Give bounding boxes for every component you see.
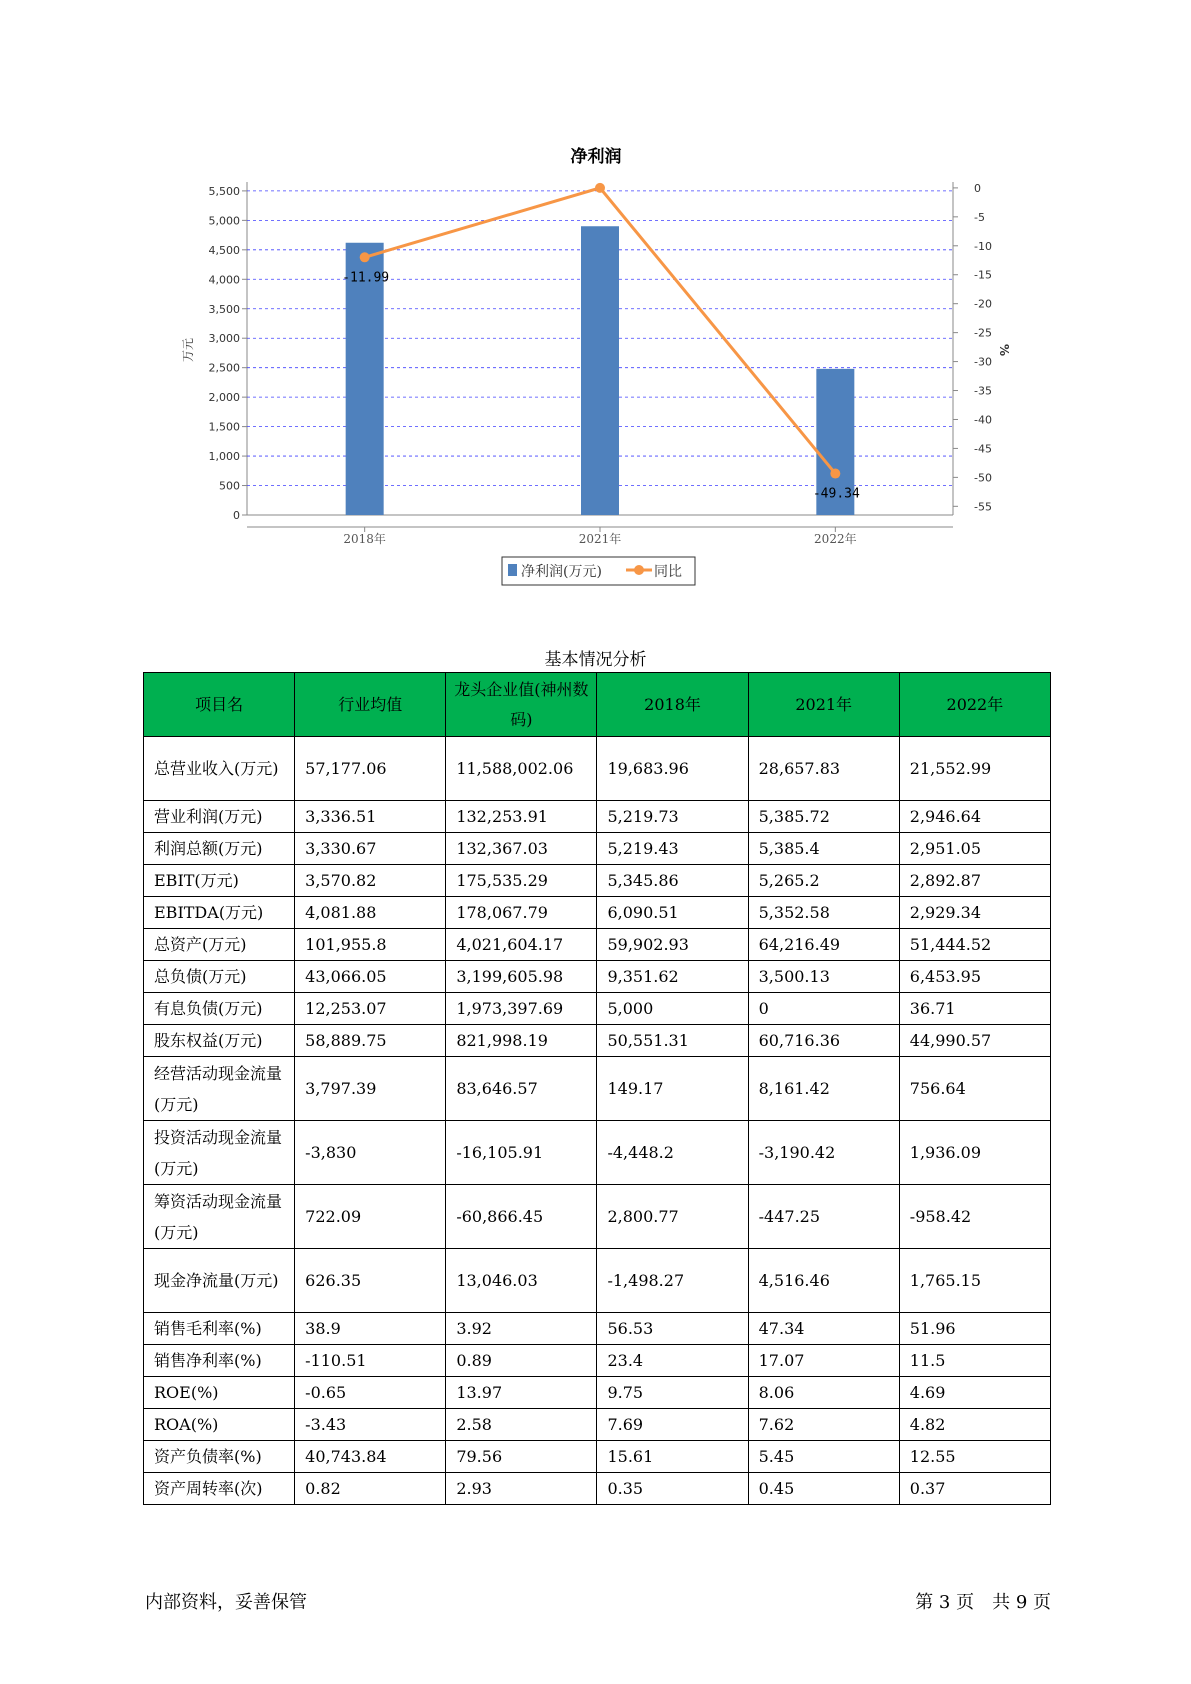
- table-cell: 5.45: [748, 1441, 899, 1473]
- y2-tick-label: -15: [974, 268, 992, 282]
- table-cell: 59,902.93: [597, 929, 748, 961]
- table-cell: 5,385.72: [748, 801, 899, 833]
- table-cell: 0.45: [748, 1473, 899, 1505]
- table-cell: 5,352.58: [748, 897, 899, 929]
- table-cell: 38.9: [295, 1313, 446, 1345]
- x-axis-ticks: [343, 527, 856, 546]
- y-tick-label: 2,000: [208, 391, 240, 405]
- header-item-name: 项目名: [144, 673, 295, 737]
- table-cell: 5,219.43: [597, 833, 748, 865]
- table-cell: 756.64: [899, 1057, 1050, 1121]
- table-cell: 1,765.15: [899, 1249, 1050, 1313]
- yoy-point: [360, 252, 370, 262]
- table-cell: 3,500.13: [748, 961, 899, 993]
- y2-tick-label: -5: [974, 210, 985, 224]
- row-label: 营业利润(万元): [144, 801, 295, 833]
- table-cell: 3.92: [446, 1313, 597, 1345]
- row-label: 经营活动现金流量(万元): [144, 1057, 295, 1121]
- row-label: EBIT(万元): [144, 865, 295, 897]
- table-row: [144, 1249, 1051, 1313]
- table-cell: 821,998.19: [446, 1025, 597, 1057]
- y2-tick-label: -50: [974, 471, 992, 485]
- x-tick-label: 2022年: [814, 532, 857, 546]
- table-cell: 40,743.84: [295, 1441, 446, 1473]
- y-tick-label: 1,000: [208, 450, 240, 464]
- table-cell: 4.69: [899, 1377, 1050, 1409]
- row-label: 投资活动现金流量(万元): [144, 1121, 295, 1185]
- table-cell: -3,830: [295, 1121, 446, 1185]
- legend-line-marker: [634, 565, 644, 575]
- y-tick-label: 5,500: [208, 184, 240, 198]
- table-cell: 2,800.77: [597, 1185, 748, 1249]
- table-cell: 44,990.57: [899, 1025, 1050, 1057]
- row-label: 现金净流量(万元): [144, 1249, 295, 1313]
- x-tick-label: 2018年: [343, 532, 386, 546]
- table-row: [144, 1185, 1051, 1249]
- chart-legend: [502, 557, 695, 585]
- table-row: [144, 961, 1051, 993]
- row-label: 销售净利率(%): [144, 1345, 295, 1377]
- header-2018: 2018年: [597, 673, 748, 737]
- row-label: 筹资活动现金流量(万元): [144, 1185, 295, 1249]
- row-label: ROA(%): [144, 1409, 295, 1441]
- table-cell: 0.89: [446, 1345, 597, 1377]
- table-cell: 4,081.88: [295, 897, 446, 929]
- row-label: 资产负债率(%): [144, 1441, 295, 1473]
- y2-tick-label: -25: [974, 326, 992, 340]
- table-body: [144, 737, 1051, 1505]
- y2-axis-label: %: [997, 343, 1011, 357]
- legend-line-label: 同比: [654, 564, 682, 580]
- table-cell: 13.97: [446, 1377, 597, 1409]
- net-profit-chart: [0, 0, 1191, 620]
- right-axis-ticks: [953, 182, 992, 513]
- table-cell: 3,330.67: [295, 833, 446, 865]
- table-cell: -3.43: [295, 1409, 446, 1441]
- table-row: [144, 1409, 1051, 1441]
- table-cell: 3,336.51: [295, 801, 446, 833]
- table-row: [144, 1377, 1051, 1409]
- footer-page-number: 第 3 页 共 9 页: [915, 1592, 1051, 1613]
- table-cell: 56.53: [597, 1313, 748, 1345]
- table-row: [144, 865, 1051, 897]
- table-cell: 8,161.42: [748, 1057, 899, 1121]
- table-cell: -110.51: [295, 1345, 446, 1377]
- table-cell: 0: [748, 993, 899, 1025]
- table-cell: 2,951.05: [899, 833, 1050, 865]
- table-cell: -1,498.27: [597, 1249, 748, 1313]
- table-row: [144, 1057, 1051, 1121]
- table-cell: 3,199,605.98: [446, 961, 597, 993]
- y-axis-label: 万元: [181, 337, 195, 363]
- table-caption: 基本情况分析: [544, 650, 647, 670]
- row-label: 有息负债(万元): [144, 993, 295, 1025]
- table-cell: 2,892.87: [899, 865, 1050, 897]
- table-cell: 6,453.95: [899, 961, 1050, 993]
- table-cell: 36.71: [899, 993, 1050, 1025]
- x-tick-label: 2021年: [578, 532, 622, 546]
- table-cell: 51.96: [899, 1313, 1050, 1345]
- chart-title: 净利润: [570, 147, 622, 167]
- table-cell: 2,929.34: [899, 897, 1050, 929]
- row-label: 总营业收入(万元): [144, 737, 295, 801]
- y-tick-label: 500: [219, 479, 240, 493]
- table-cell: 626.35: [295, 1249, 446, 1313]
- table-cell: 178,067.79: [446, 897, 597, 929]
- y-tick-label: 3,500: [208, 302, 240, 316]
- table-cell: 722.09: [295, 1185, 446, 1249]
- header-2021: 2021年: [748, 673, 899, 737]
- table-cell: 60,716.36: [748, 1025, 899, 1057]
- table-cell: 51,444.52: [899, 929, 1050, 961]
- table-cell: 47.34: [748, 1313, 899, 1345]
- table-cell: 3,797.39: [295, 1057, 446, 1121]
- table-cell: 8.06: [748, 1377, 899, 1409]
- y2-tick-label: -35: [974, 384, 992, 398]
- header-industry-avg: 行业均值: [295, 673, 446, 737]
- y2-tick-label: 0: [974, 181, 981, 195]
- legend-bar-swatch: [508, 564, 517, 576]
- y-tick-label: 3,000: [208, 332, 240, 346]
- table-row: [144, 929, 1051, 961]
- table-cell: 28,657.83: [748, 737, 899, 801]
- table-cell: 1,973,397.69: [446, 993, 597, 1025]
- table-cell: -0.65: [295, 1377, 446, 1409]
- table-cell: 4.82: [899, 1409, 1050, 1441]
- table-cell: 132,367.03: [446, 833, 597, 865]
- yoy-data-label: -11.99: [342, 270, 390, 286]
- table-cell: 149.17: [597, 1057, 748, 1121]
- table-cell: 5,345.86: [597, 865, 748, 897]
- table-cell: 2,946.64: [899, 801, 1050, 833]
- table-cell: 83,646.57: [446, 1057, 597, 1121]
- table-cell: 15.61: [597, 1441, 748, 1473]
- y-tick-label: 2,500: [208, 361, 240, 375]
- table-cell: 13,046.03: [446, 1249, 597, 1313]
- table-cell: -958.42: [899, 1185, 1050, 1249]
- table-cell: 9.75: [597, 1377, 748, 1409]
- table-cell: 64,216.49: [748, 929, 899, 961]
- table-cell: 4,021,604.17: [446, 929, 597, 961]
- table-row: [144, 993, 1051, 1025]
- table-cell: 58,889.75: [295, 1025, 446, 1057]
- table-cell: 175,535.29: [446, 865, 597, 897]
- row-label: 利润总额(万元): [144, 833, 295, 865]
- row-label: ROE(%): [144, 1377, 295, 1409]
- table-cell: -3,190.42: [748, 1121, 899, 1185]
- row-label: 总负债(万元): [144, 961, 295, 993]
- table-cell: 17.07: [748, 1345, 899, 1377]
- table-cell: 5,000: [597, 993, 748, 1025]
- table-cell: 43,066.05: [295, 961, 446, 993]
- table-cell: 57,177.06: [295, 737, 446, 801]
- table-row: [144, 801, 1051, 833]
- bar-series: [346, 226, 855, 515]
- table-cell: 12,253.07: [295, 993, 446, 1025]
- y-tick-label: 4,000: [208, 273, 240, 287]
- table-cell: -16,105.91: [446, 1121, 597, 1185]
- table-cell: -4,448.2: [597, 1121, 748, 1185]
- table-cell: 50,551.31: [597, 1025, 748, 1057]
- table-cell: 0.35: [597, 1473, 748, 1505]
- legend-bar-label: 净利润(万元): [521, 564, 602, 580]
- table-cell: 5,219.73: [597, 801, 748, 833]
- table-row: [144, 833, 1051, 865]
- left-axis-ticks: [209, 185, 248, 522]
- table-cell: 9,351.62: [597, 961, 748, 993]
- y-tick-label: 1,500: [208, 420, 240, 434]
- table-row: [144, 1025, 1051, 1057]
- table-cell: 0.37: [899, 1473, 1050, 1505]
- table-cell: 2.93: [446, 1473, 597, 1505]
- y2-tick-label: -40: [974, 413, 992, 427]
- table-row: [144, 1473, 1051, 1505]
- analysis-table: [143, 672, 1051, 1505]
- header-leader-value: 龙头企业值(神州数码): [446, 673, 597, 737]
- table-cell: 132,253.91: [446, 801, 597, 833]
- table-cell: 11.5: [899, 1345, 1050, 1377]
- table-row: [144, 897, 1051, 929]
- yoy-point: [595, 183, 605, 193]
- table-cell: 11,588,002.06: [446, 737, 597, 801]
- table-cell: 23.4: [597, 1345, 748, 1377]
- y2-tick-label: -45: [974, 442, 992, 456]
- bar-2021年: [581, 226, 619, 515]
- table-row: [144, 1121, 1051, 1185]
- y2-tick-label: -20: [974, 297, 992, 311]
- table-cell: 101,955.8: [295, 929, 446, 961]
- table-cell: 4,516.46: [748, 1249, 899, 1313]
- table-cell: 1,936.09: [899, 1121, 1050, 1185]
- table-row: [144, 1441, 1051, 1473]
- table-cell: 5,265.2: [748, 865, 899, 897]
- table-header-row: [144, 673, 1051, 737]
- table-cell: 2.58: [446, 1409, 597, 1441]
- row-label: 资产周转率(次): [144, 1473, 295, 1505]
- yoy-point: [830, 469, 840, 479]
- table-cell: 21,552.99: [899, 737, 1050, 801]
- table-cell: 0.82: [295, 1473, 446, 1505]
- table-cell: 7.69: [597, 1409, 748, 1441]
- table-cell: 6,090.51: [597, 897, 748, 929]
- table-row: [144, 737, 1051, 801]
- y2-tick-label: -30: [974, 355, 992, 369]
- row-label: EBITDA(万元): [144, 897, 295, 929]
- row-label: 股东权益(万元): [144, 1025, 295, 1057]
- table-cell: 3,570.82: [295, 865, 446, 897]
- row-label: 总资产(万元): [144, 929, 295, 961]
- table-row: [144, 1345, 1051, 1377]
- table-cell: -447.25: [748, 1185, 899, 1249]
- yoy-data-label: -49.34: [812, 486, 860, 502]
- y2-tick-label: -55: [974, 500, 992, 514]
- y-tick-label: 4,500: [208, 243, 240, 257]
- y-tick-label: 0: [233, 509, 240, 522]
- table-cell: 7.62: [748, 1409, 899, 1441]
- header-2022: 2022年: [899, 673, 1050, 737]
- table-row: [144, 1313, 1051, 1345]
- table-cell: 12.55: [899, 1441, 1050, 1473]
- table-cell: 19,683.96: [597, 737, 748, 801]
- table-cell: -60,866.45: [446, 1185, 597, 1249]
- footer-confidential: 内部资料，妥善保管: [145, 1592, 307, 1613]
- y2-tick-label: -10: [974, 239, 992, 253]
- y-tick-label: 5,000: [208, 214, 240, 228]
- table-cell: 79.56: [446, 1441, 597, 1473]
- row-label: 销售毛利率(%): [144, 1313, 295, 1345]
- table-cell: 5,385.4: [748, 833, 899, 865]
